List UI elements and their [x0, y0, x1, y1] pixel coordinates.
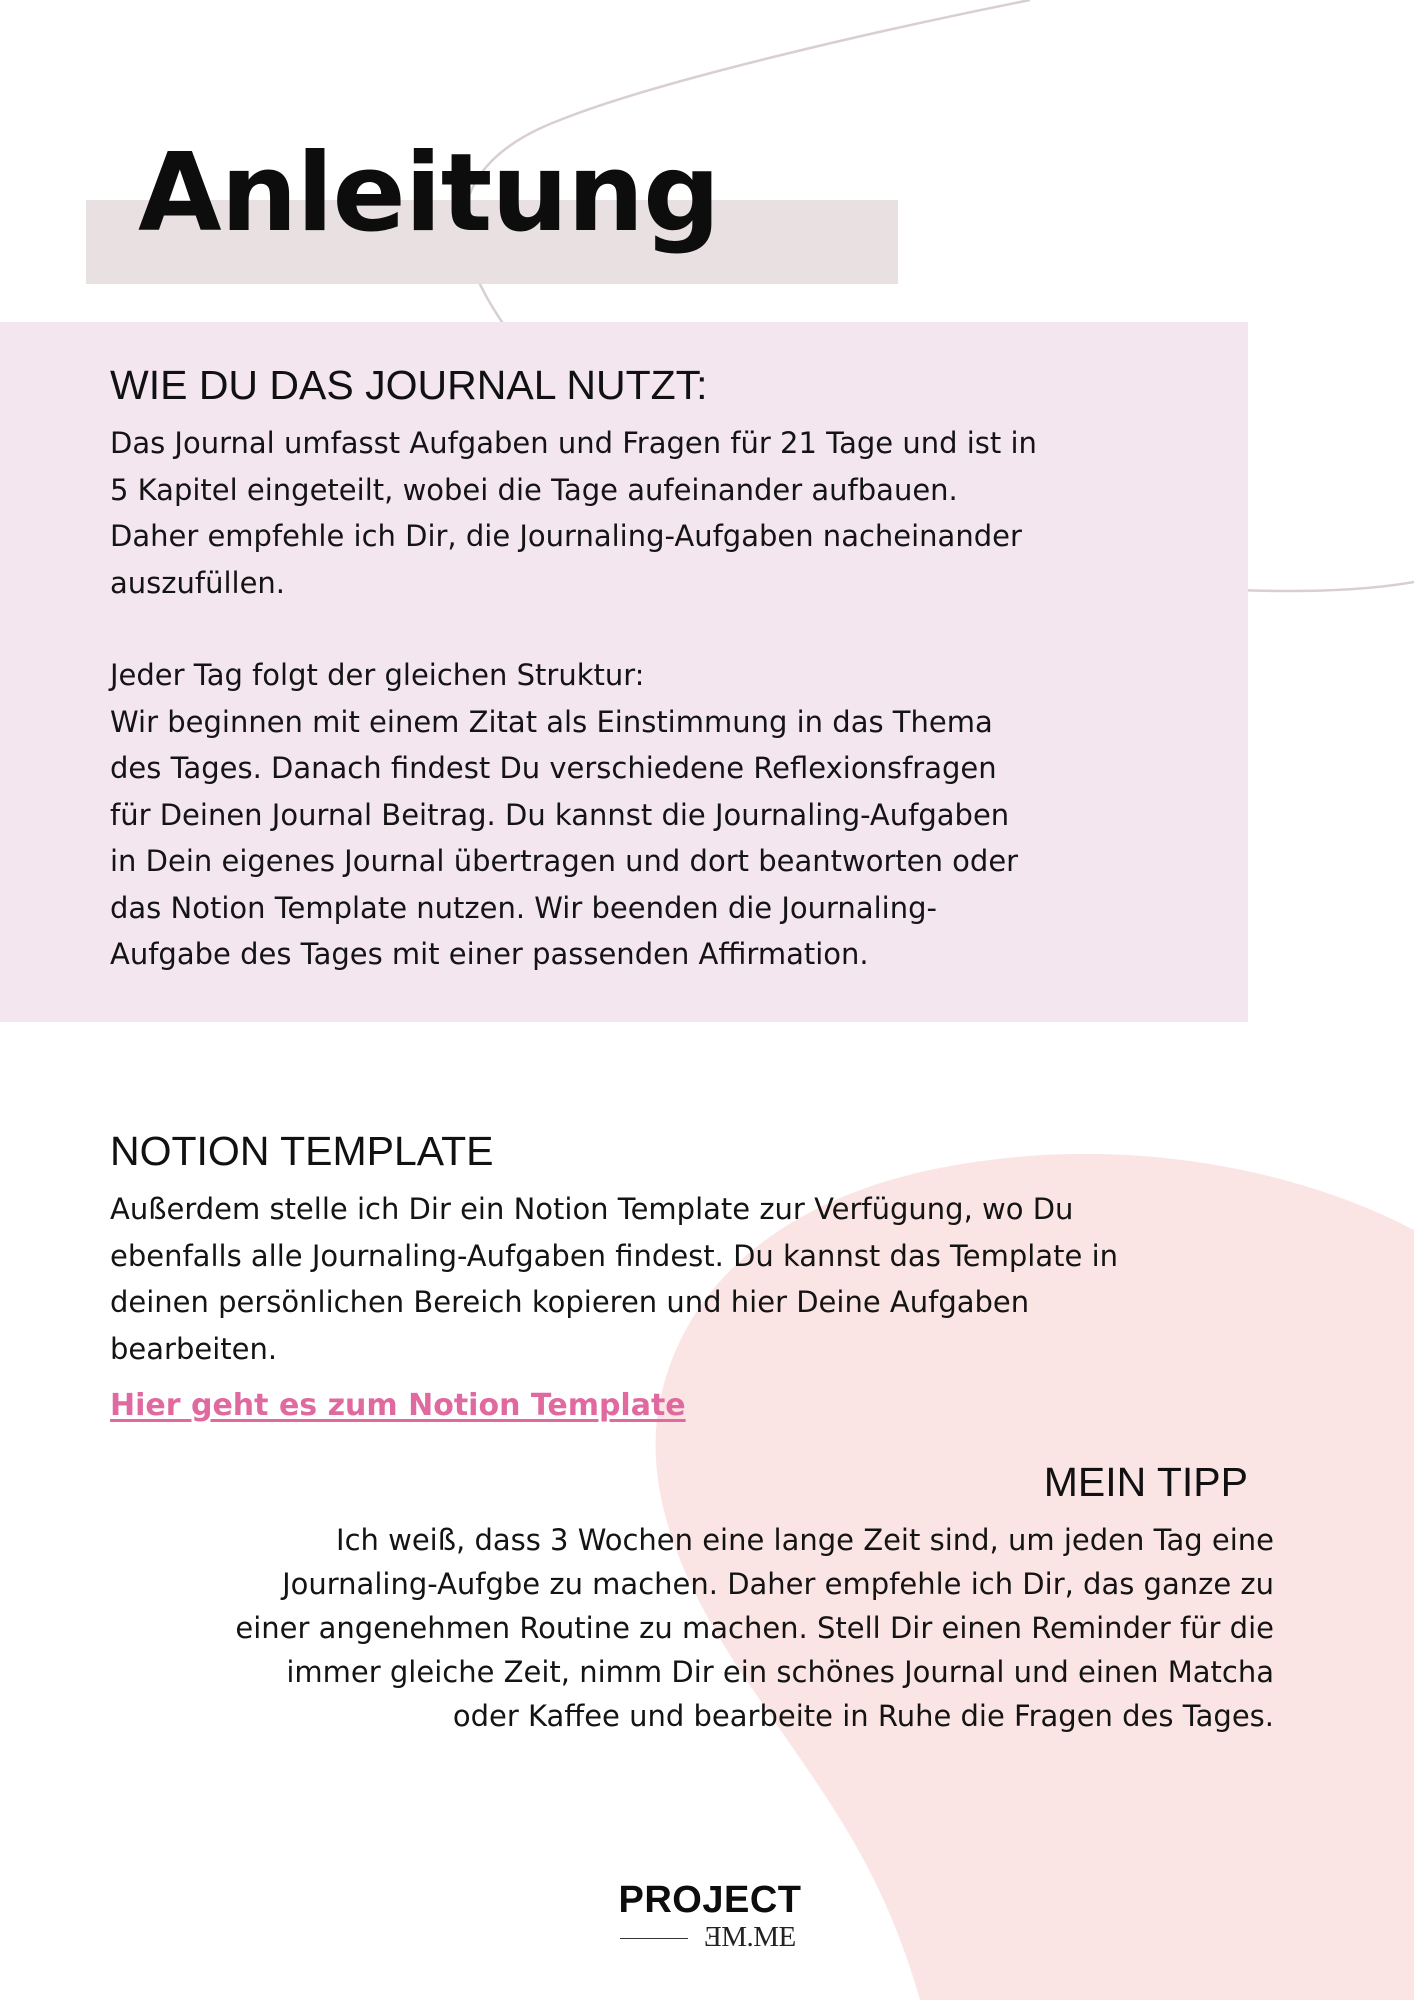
tipp-paragraph: Ich weiß, dass 3 Wochen eine lange Zeit sind, um jeden Tag eine Journaling-Aufgbe zu machen. Daher empfehle ich Dir, das ganze zu einer angenehmen Routine zu machen. Stell Dir einen Reminder für die immer gleiche Zeit, nimm Dir ein schönes Journal und einen Matcha oder Kaffee und bearbeite in Ruhe die Fragen des Tages. [235, 1523, 1274, 1733]
notion-template-link[interactable]: Hier geht es zum Notion Template [110, 1388, 686, 1423]
journal-paragraph-2: Jeder Tag folgt der gleichen Struktur: Wir beginnen mit einem Zitat als Einstimmung in das Thema des Tages. Danach findest Du verschiedene Reflexionsfragen für Deinen Journal Beitrag. Du kannst die Journaling-Aufgaben in Dein eigenes Journal übertragen und dort beantworten oder das Notion Template nutzen. Wir beenden die Journaling- Aufgabe des Tages mit einer passenden Affirmation. [110, 658, 1019, 971]
page-title: Anleitung [138, 131, 720, 256]
logo-bottom-text: ƎM.ME [704, 1921, 796, 1953]
journal-section-heading: WIE DU DAS JOURNAL NUTZT: [110, 362, 708, 408]
journal-paragraph-1: Das Journal umfasst Aufgaben und Fragen für 21 Tage und ist in 5 Kapitel eingeteilt, wobei die Tage aufeinander aufbauen. Daher empfehle ich Dir, die Journaling-Aufgaben nacheinander auszufüllen. [110, 426, 1037, 600]
notion-paragraph: Außerdem stelle ich Dir ein Notion Template zur Verfügung, wo Du ebenfalls alle Journaling-Aufgaben findest. Du kannst das Template in deinen persönlichen Bereich kopieren und hier Deine Aufgaben bearbeiten. [110, 1192, 1119, 1366]
tipp-section-heading: MEIN TIPP [1043, 1459, 1248, 1505]
notion-section-heading: NOTION TEMPLATE [110, 1128, 494, 1174]
logo-top-text: PROJECT [618, 1879, 802, 1921]
project-em-logo [600, 1880, 820, 1960]
logo-divider-line [620, 1938, 688, 1939]
